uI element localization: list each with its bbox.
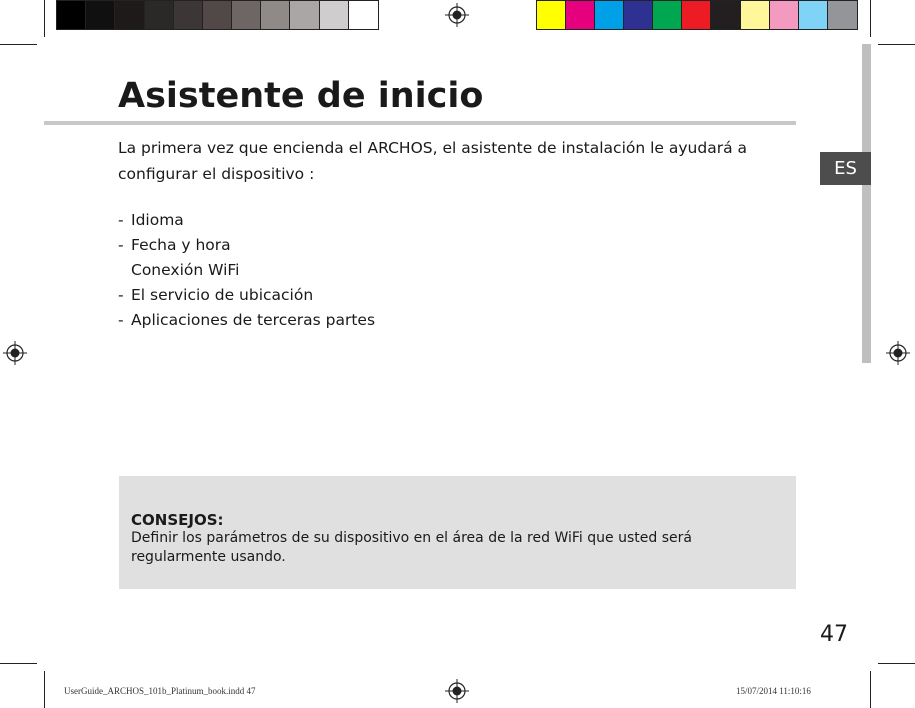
color-swatch [624,1,653,29]
crop-mark [0,663,37,664]
color-swatch [232,1,261,29]
slug-date: 15/07/2014 11:10:16 [736,686,811,696]
crop-mark [870,671,871,708]
registration-mark-icon [445,679,469,703]
list-item [118,308,375,333]
color-swatch [174,1,203,29]
registration-mark-icon [445,3,469,27]
list-dash: - [118,211,124,229]
setup-steps-list [118,208,375,333]
color-swatch [595,1,624,29]
color-swatch [682,1,711,29]
registration-mark-icon [3,341,27,365]
color-swatch [261,1,290,29]
crop-mark [878,663,915,664]
list-dash [118,258,131,283]
list-item-label: Fecha y hora [131,236,231,254]
tips-box [119,476,796,589]
color-swatch [537,1,566,29]
crop-mark [0,44,37,45]
list-item [118,233,375,258]
intro-paragraph: La primera vez que encienda el ARCHOS, el asistente de instalación le ayudará a configurar el dispositivo : [118,139,748,183]
crop-mark [44,0,45,37]
tips-title: CONSEJOS: [131,511,224,529]
gray-calibration-bar [56,0,379,30]
list-dash: - [118,286,124,304]
color-swatch [145,1,174,29]
side-strip [862,44,871,363]
color-swatch [566,1,595,29]
list-dash: - [118,236,124,254]
slug-filename: UserGuide_ARCHOS_101b_Platinum_book.indd 47 [64,686,256,696]
list-dash: - [118,311,124,329]
list-item-label: Conexión WiFi [131,261,240,279]
title-divider [44,121,796,125]
color-swatch [57,1,86,29]
language-tab: ES [820,152,871,185]
color-swatch [653,1,682,29]
page-number: 47 [820,622,848,647]
crop-mark [44,671,45,708]
color-swatch [203,1,232,29]
list-item [118,208,375,233]
color-swatch [290,1,319,29]
crop-mark [870,0,871,37]
color-swatch [741,1,770,29]
color-swatch [770,1,799,29]
color-calibration-bar [536,0,858,30]
registration-mark-icon [886,341,910,365]
list-item-label: Aplicaciones de terceras partes [131,311,376,329]
color-swatch [115,1,144,29]
color-swatch [86,1,115,29]
color-swatch [349,1,378,29]
color-swatch [320,1,349,29]
color-swatch [799,1,828,29]
crop-mark [878,44,915,45]
list-item-label: Idioma [131,211,184,229]
list-item-label: El servicio de ubicación [131,286,314,304]
tips-text: Definir los parámetros de su dispositivo en el área de la red WiFi que usted será regularmente usando. [131,530,692,565]
color-swatch [828,1,857,29]
page-title: Asistente de inicio [118,76,484,116]
list-item [118,258,375,283]
list-item [118,283,375,308]
color-swatch [711,1,740,29]
